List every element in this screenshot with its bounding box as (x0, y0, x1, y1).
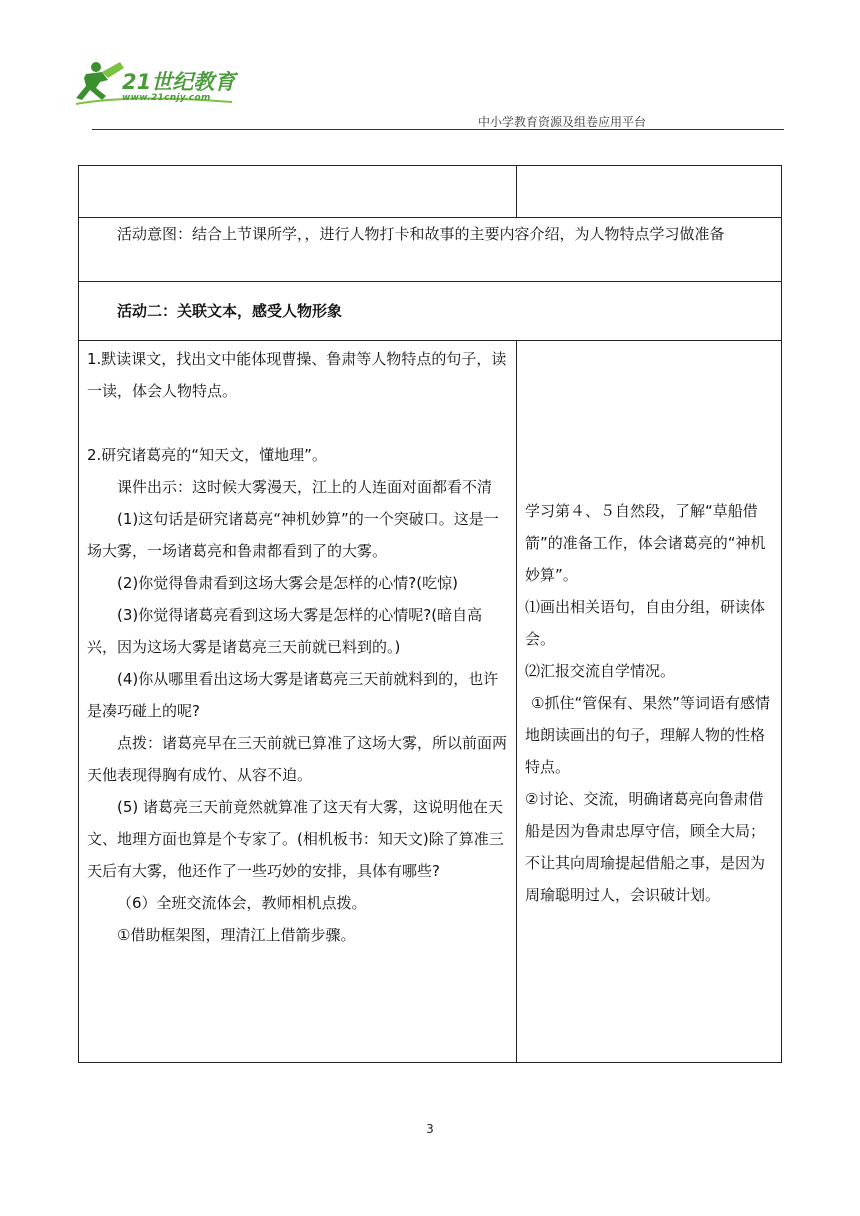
content-left-cell (79, 341, 517, 1063)
left-paragraph-1: 1.默读课文，找出文中能体现曹操、鲁肃等人物特点的句子，读一读，体会人物特点。 (87, 350, 507, 400)
platform-title: 中小学教育资源及组卷应用平台 (478, 115, 647, 129)
left-paragraph-5: (2)你觉得鲁肃看到这场大雾会是怎样的心情?(吃惊) (117, 574, 458, 592)
left-paragraph-8: 点拨：诸葛亮早在三天前就已算准了这场大雾，所以前面两天他表现得胸有成竹、从容不迫。 (87, 734, 508, 784)
page-number: 3 (426, 1122, 434, 1136)
activity2-title: 活动二：关联文本，感受人物形象 (117, 302, 343, 320)
content-right-cell (517, 341, 782, 1063)
left-paragraph-9: (5) 诸葛亮三天前竟然就算准了这天有大雾，这说明他在天文、地理方面也算是个专家了。(相机板书：知天文)除了算准三天后有大雾，他还作了一些巧妙的安排，具体有哪些? (87, 798, 504, 880)
table-row-intent (79, 218, 782, 282)
header-divider (92, 129, 784, 130)
table-row-activity2 (79, 282, 782, 341)
table-row-content (79, 341, 782, 1063)
left-paragraph-7: (4)你从哪里看出这场大雾是诸葛亮三天前就料到的，也许是凑巧碰上的呢? (87, 670, 499, 720)
activity-intent: 活动意图：结合上节课所学，，进行人物打卡和故事的主要内容介绍，为人物特点学习做准备 (117, 225, 725, 243)
right-paragraph-2: ⑴画出相关语句，自由分组，研读体会。 (525, 598, 766, 648)
right-paragraph-1: 学习第４、５自然段，了解“草船借箭”的准备工作，体会诸葛亮的“神机妙算”。 (525, 502, 766, 584)
table-row-empty (79, 166, 782, 218)
right-paragraph-3: ⑵汇报交流自学情况。 (525, 662, 676, 680)
logo-text: 21世纪教育 (122, 70, 236, 94)
empty-cell-right (517, 166, 782, 218)
left-paragraph-10: （6）全班交流体会，教师相机点拨。 (117, 894, 367, 912)
lesson-table (78, 165, 782, 1063)
empty-cell-left (79, 166, 517, 218)
logo-url: www.21cnjy.com (122, 93, 211, 103)
left-paragraph-2: 2.研究诸葛亮的“知天文，懂地理”。 (87, 446, 327, 464)
left-paragraph-11: ①借助框架图，理清江上借箭步骤。 (117, 926, 356, 944)
right-paragraph-4: ①抓住“管保有、果然”等词语有感情地朗读画出的句子，理解人物的性格特点。 (525, 694, 770, 776)
activity2-cell (79, 282, 782, 341)
right-paragraph-5: ②讨论、交流，明确诸葛亮向鲁肃借船是因为鲁肃忠厚守信，顾全大局；不让其向周瑜提起借船之事，是因为周瑜聪明过人，会识破计划。 (525, 790, 766, 904)
blank-line (87, 407, 508, 439)
left-paragraph-3: 课件出示：这时候大雾漫天，江上的人连面对面都看不清 (117, 478, 493, 496)
left-paragraph-6: (3)你觉得诸葛亮看到这场大雾是怎样的心情呢?(暗自高兴，因为这场大雾是诸葛亮三天前就已料到的。) (87, 606, 483, 656)
intent-cell (79, 218, 782, 282)
left-paragraph-4: (1)这句话是研究诸葛亮“神机妙算”的一个突破口。这是一场大雾，一场诸葛亮和鲁肃都看到了的大雾。 (87, 510, 499, 560)
